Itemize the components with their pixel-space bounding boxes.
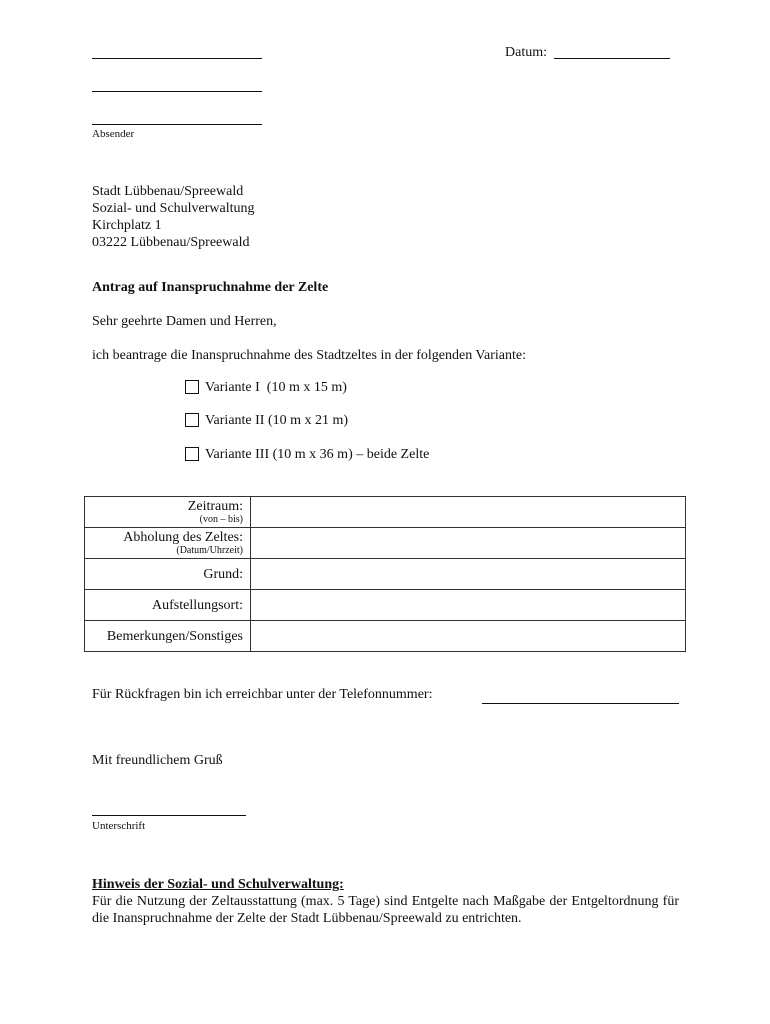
salutation: Sehr geehrte Damen und Herren, xyxy=(92,314,277,329)
location-input[interactable] xyxy=(251,590,686,621)
variant-1-checkbox[interactable] xyxy=(185,380,199,394)
recipient-line-3: Kirchplatz 1 xyxy=(92,218,162,233)
reason-input[interactable] xyxy=(251,559,686,590)
pickup-input[interactable] xyxy=(251,528,686,559)
intro-text: ich beantrage die Inanspruchnahme des Stadtzeltes in der folgenden Variante: xyxy=(92,348,526,363)
phone-text: Für Rückfragen bin ich erreichbar unter der Telefonnummer: xyxy=(92,687,433,702)
date-label: Datum: xyxy=(505,45,547,60)
recipient-address xyxy=(92,183,255,251)
sender-caption: Absender xyxy=(92,128,135,140)
variant-2-checkbox[interactable] xyxy=(185,413,199,427)
remarks-label: Bemerkungen/Sonstiges xyxy=(106,628,243,644)
pickup-label: Abholung des Zeltes: xyxy=(123,530,243,545)
sender-line-1[interactable] xyxy=(92,58,262,59)
period-label: Zeitraum: xyxy=(187,499,243,514)
subject-heading: Antrag auf Inanspruchnahme der Zelte xyxy=(92,280,329,295)
table-row xyxy=(85,621,686,652)
notice-heading: Hinweis der Sozial- und Schulverwaltung: xyxy=(92,877,344,892)
location-label: Aufstellungsort: xyxy=(152,597,243,613)
table-row xyxy=(85,590,686,621)
sender-line-3[interactable] xyxy=(92,124,262,125)
date-field[interactable] xyxy=(554,58,670,59)
recipient-line-1: Stadt Lübbenau/Spreewald xyxy=(92,184,244,199)
remarks-label-cell xyxy=(85,621,251,652)
table-row xyxy=(85,497,686,528)
period-label-cell xyxy=(85,497,251,528)
variant-3-checkbox[interactable] xyxy=(185,447,199,461)
remarks-input[interactable] xyxy=(251,621,686,652)
variant-3-label: Variante III (10 m x 36 m) – beide Zelte xyxy=(205,447,430,462)
sender-line-2[interactable] xyxy=(92,91,262,92)
table-row xyxy=(85,528,686,559)
signature-caption: Unterschrift xyxy=(92,820,146,832)
reason-label: Grund: xyxy=(203,566,243,582)
closing-text: Mit freundlichem Gruß xyxy=(92,753,223,768)
pickup-sublabel: (Datum/Uhrzeit) xyxy=(176,545,243,556)
recipient-line-2: Sozial- und Schulverwaltung xyxy=(92,201,255,216)
phone-field[interactable] xyxy=(482,703,679,704)
request-details-table xyxy=(84,496,686,652)
reason-label-cell xyxy=(85,559,251,590)
recipient-line-4: 03222 Lübbenau/Spreewald xyxy=(92,235,250,250)
variant-1-label: Variante I (10 m x 15 m) xyxy=(205,380,347,395)
notice-body: Für die Nutzung der Zeltausstattung (max. 5 Tage) sind Entgelte nach Maßgabe der Entgeltordnung für die Inanspruchnahme der Zelte der Stadt Lübbenau/Spreewald zu entrichten. xyxy=(92,894,679,926)
period-sublabel: (von – bis) xyxy=(199,514,243,525)
table-row xyxy=(85,559,686,590)
signature-line[interactable] xyxy=(92,815,246,816)
pickup-label-cell xyxy=(85,528,251,559)
period-input[interactable] xyxy=(251,497,686,528)
notice xyxy=(92,876,679,927)
variant-2-label: Variante II (10 m x 21 m) xyxy=(205,413,349,428)
location-label-cell xyxy=(85,590,251,621)
